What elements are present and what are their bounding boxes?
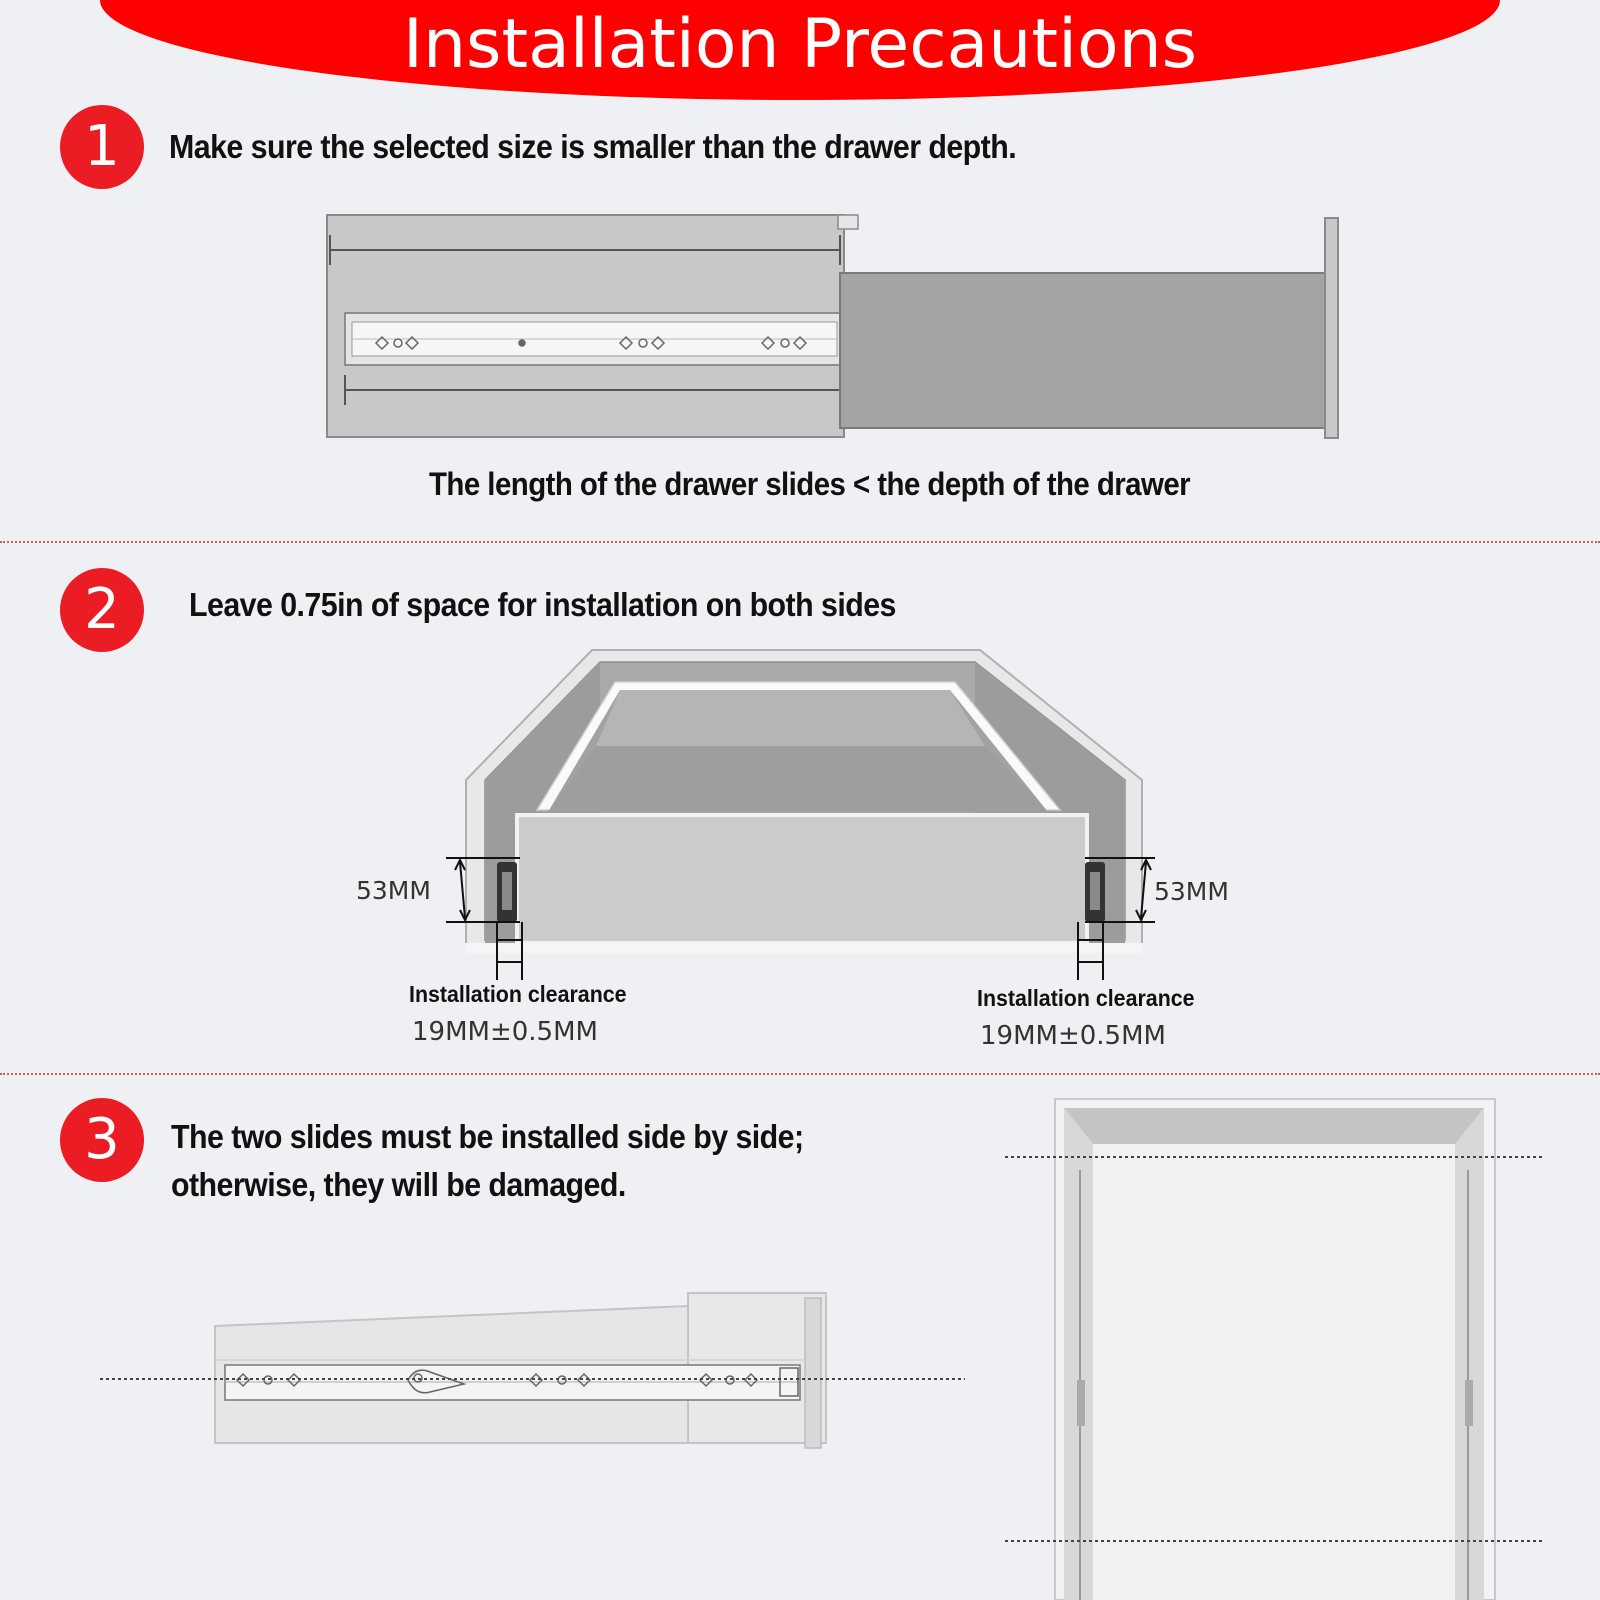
step-2-text: Leave 0.75in of space for installation on both sides xyxy=(189,586,896,623)
step-3-text-line-1: The two slides must be installed side by side; xyxy=(171,1118,804,1155)
right-slide-height-label: 53MM xyxy=(1154,877,1229,906)
section-divider-2 xyxy=(0,1073,1600,1075)
right-clearance-value: 19MM±0.5MM xyxy=(980,1021,1166,1051)
step-1-caption: The length of the drawer slides < the depth of the drawer xyxy=(429,466,1191,502)
section-divider-1 xyxy=(0,541,1600,543)
right-clearance-title: Installation clearance xyxy=(977,985,1195,1011)
left-slide-height-label: 53MM xyxy=(356,876,431,905)
step-1-badge: 1 xyxy=(60,105,144,189)
page-title: Installation Precautions xyxy=(402,5,1198,84)
step-3-badge: 3 xyxy=(60,1098,144,1182)
left-clearance-title: Installation clearance xyxy=(409,981,627,1007)
step-1-text: Make sure the selected size is smaller than the drawer depth. xyxy=(169,128,1017,165)
left-clearance-value: 19MM±0.5MM xyxy=(412,1017,598,1047)
step-3-text-line-2: otherwise, they will be damaged. xyxy=(171,1166,626,1203)
step-2-badge: 2 xyxy=(60,568,144,652)
